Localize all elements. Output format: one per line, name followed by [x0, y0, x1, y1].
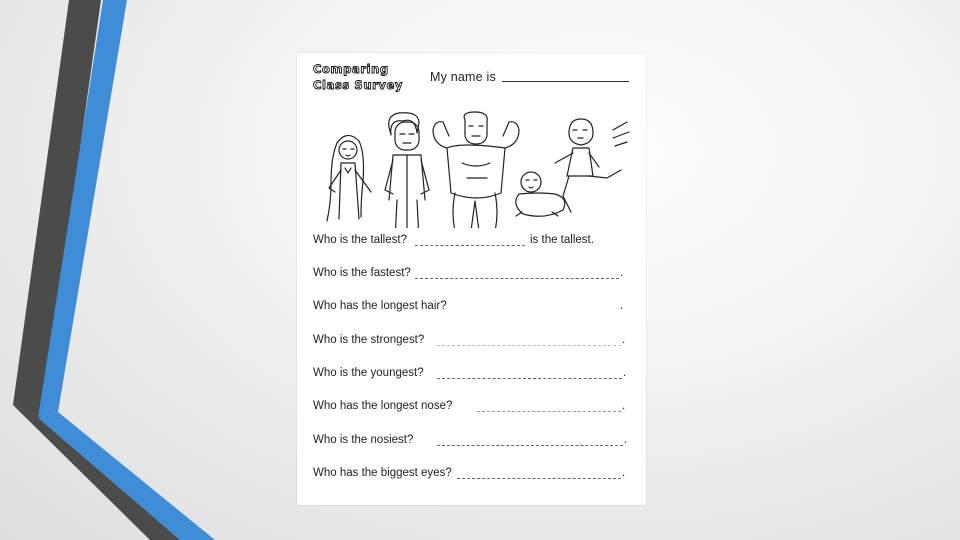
baby-figure [516, 172, 565, 216]
question-youngest: Who is the youngest? [313, 367, 424, 379]
question-tallest: Who is the tallest? [313, 234, 407, 246]
characters-illustration [297, 108, 646, 228]
title-line-1: Comparing [313, 62, 389, 76]
title-line-2: Class Survey [313, 78, 403, 92]
strong-man-figure [433, 112, 519, 228]
worksheet-title [313, 61, 403, 93]
question-nosiest: Who is the nosiest? [313, 434, 414, 446]
running-boy-figure [555, 119, 629, 212]
question-longest-nose: Who has the longest nose? [313, 400, 453, 412]
answer-blank-strongest[interactable] [437, 345, 621, 346]
name-blank [502, 81, 629, 82]
answer-blank-fastest[interactable] [415, 278, 619, 279]
girl-figure [327, 135, 371, 221]
suffix-fastest: . [620, 267, 624, 279]
suffix-youngest: . [623, 367, 627, 379]
question-strongest: Who is the strongest? [313, 334, 425, 346]
suffix-nosiest: . [624, 434, 628, 446]
answer-blank-longest-nose[interactable] [477, 411, 621, 412]
suffix-biggest-eyes: . [622, 467, 626, 479]
name-label: My name is [430, 70, 496, 84]
blue-bar-bottom [38, 412, 215, 540]
dark-bar-bottom [13, 405, 180, 540]
suffix-longest-hair: . [620, 300, 624, 312]
question-longest-hair: Who has the longest hair? [313, 300, 447, 312]
suffix-strongest: . [622, 334, 626, 346]
question-biggest-eyes: Who has the biggest eyes? [313, 467, 452, 479]
question-fastest: Who is the fastest? [313, 267, 411, 279]
worksheet [297, 53, 646, 505]
suffix-tallest: is the tallest. [530, 234, 594, 246]
answer-blank-youngest[interactable] [437, 378, 622, 379]
answer-blank-nosiest[interactable] [437, 445, 623, 446]
suffix-longest-nose: . [622, 400, 626, 412]
tall-man-figure [385, 113, 429, 228]
answer-blank-biggest-eyes[interactable] [457, 478, 621, 479]
answer-blank-tallest[interactable] [415, 245, 525, 246]
